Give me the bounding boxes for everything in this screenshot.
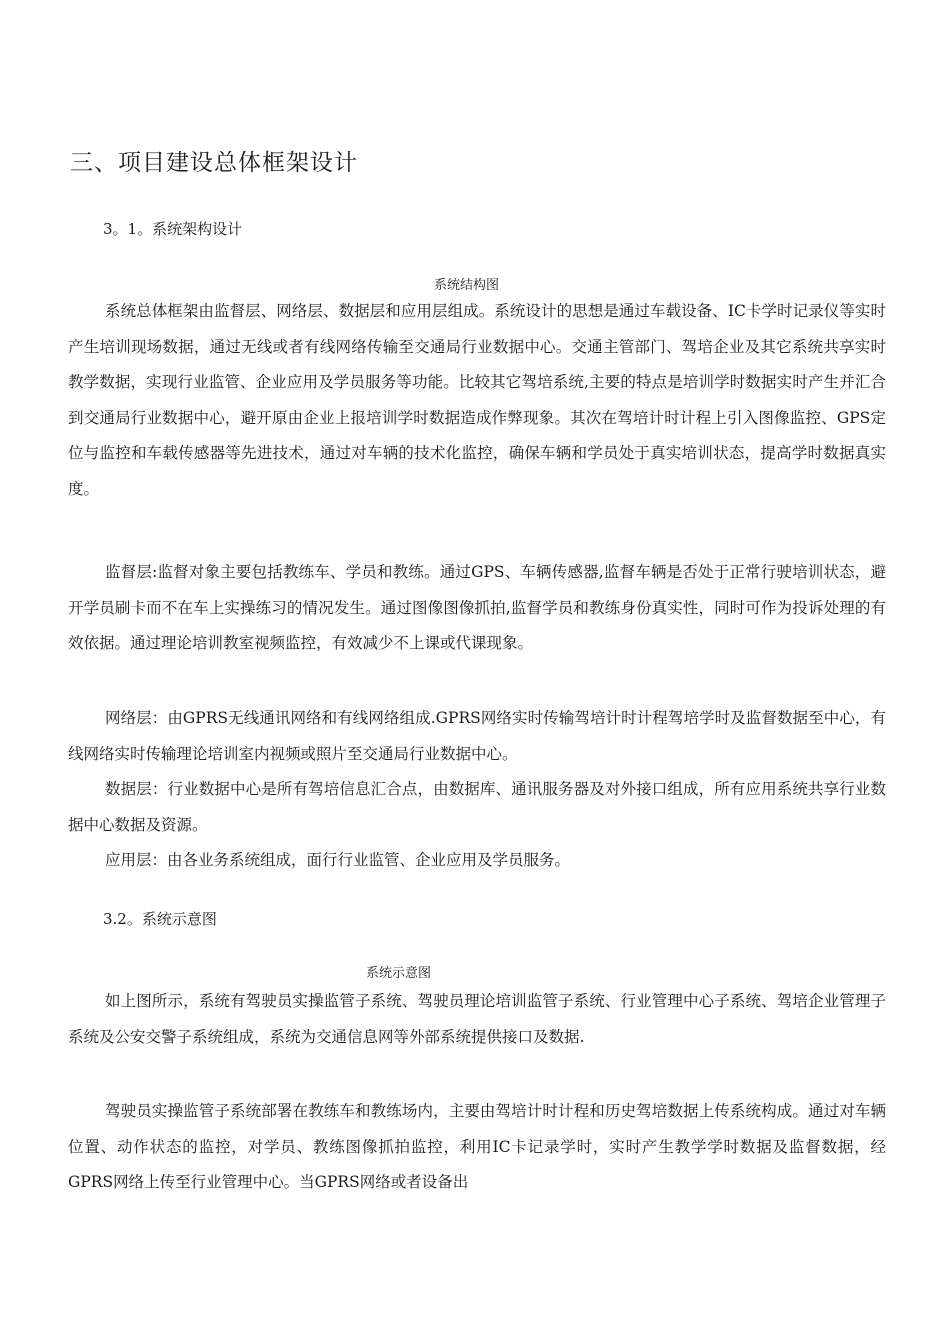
paragraph-data-layer: 数据层：行业数据中心是所有驾培信息汇合点，由数据库、通讯服务器及对外接口组成，所有应用系统共享行业数据中心数据及资源。 bbox=[68, 780, 886, 834]
paragraph-network-layer: 网络层：由GPRS无线通讯网络和有线网络组成.GPRS网络实时传输驾培计时计程驾培学时及监督数据至中心，有线网络实时传输理论培训室内视频或照片至交通局行业数据中心。 bbox=[68, 709, 886, 763]
paragraph-overview: 系统总体框架由监督层、网络层、数据层和应用层组成。系统设计的思想是通过车载设备、IC卡学时记录仪等实时产生培训现场数据，通过无线或者有线网络传输至交通局行业数据中心。交通主管部门、驾培企业及其它系统共享实时教学数据，实现行业监管、企业应用及学员服务等功能。比较其它驾培系统,主要的特点是培训学时数据实时产生并汇合到交通局行业数据中心，避开原由企业上报培训学时数据造成作弊现象。其次在驾培计时计程上引入图像监控、GPS定位与监控和车载传感器等先进技术，通过对车辆的技术化监控，确保车辆和学员处于真实培训状态，提高学时数据真实度。 bbox=[68, 302, 886, 498]
paragraph-application-layer: 应用层：由各业务系统组成，面行行业监管、企业应用及学员服务。 bbox=[105, 851, 571, 869]
section-title: 三、项目建设总体框架设计 bbox=[70, 150, 358, 176]
paragraph-driver-practice-subsystem: 驾驶员实操监管子系统部署在教练车和教练场内，主要由驾培计时计程和历史驾培数据上传系统构成。通过对车辆位置、动作状态的监控，对学员、教练图像抓拍监控，利用IC卡记录学时，实时产生教学学时数据及监督数据，经GPRS网络上传至行业管理中心。当GPRS网络或者设备出 bbox=[68, 1102, 886, 1192]
paragraph-supervision-layer: 监督层:监督对象主要包括教练车、学员和教练。通过GPS、车辆传感器,监督车辆是否处于正常行驶培训状态，避开学员刷卡而不在车上实操练习的情况发生。通过图像图像抓拍,监督学员和教练身份真实性，同时可作为投诉处理的有效依据。通过理论培训教室视频监控，有效减少不上课或代课现象。 bbox=[68, 563, 886, 653]
subsection-heading-3-2: 3.2。系统示意图 bbox=[103, 910, 217, 928]
subsection-heading-3-1: 3。1。系统架构设计 bbox=[103, 220, 243, 238]
figure-caption-schematic: 系统示意图 bbox=[366, 966, 432, 981]
figure-caption-structure: 系统结构图 bbox=[434, 278, 500, 293]
paragraph-schematic-intro: 如上图所示，系统有驾驶员实操监管子系统、驾驶员理论培训监管子系统、行业管理中心子系统、驾培企业管理子系统及公安交警子系统组成，系统为交通信息网等外部系统提供接口及数据. bbox=[68, 992, 886, 1046]
